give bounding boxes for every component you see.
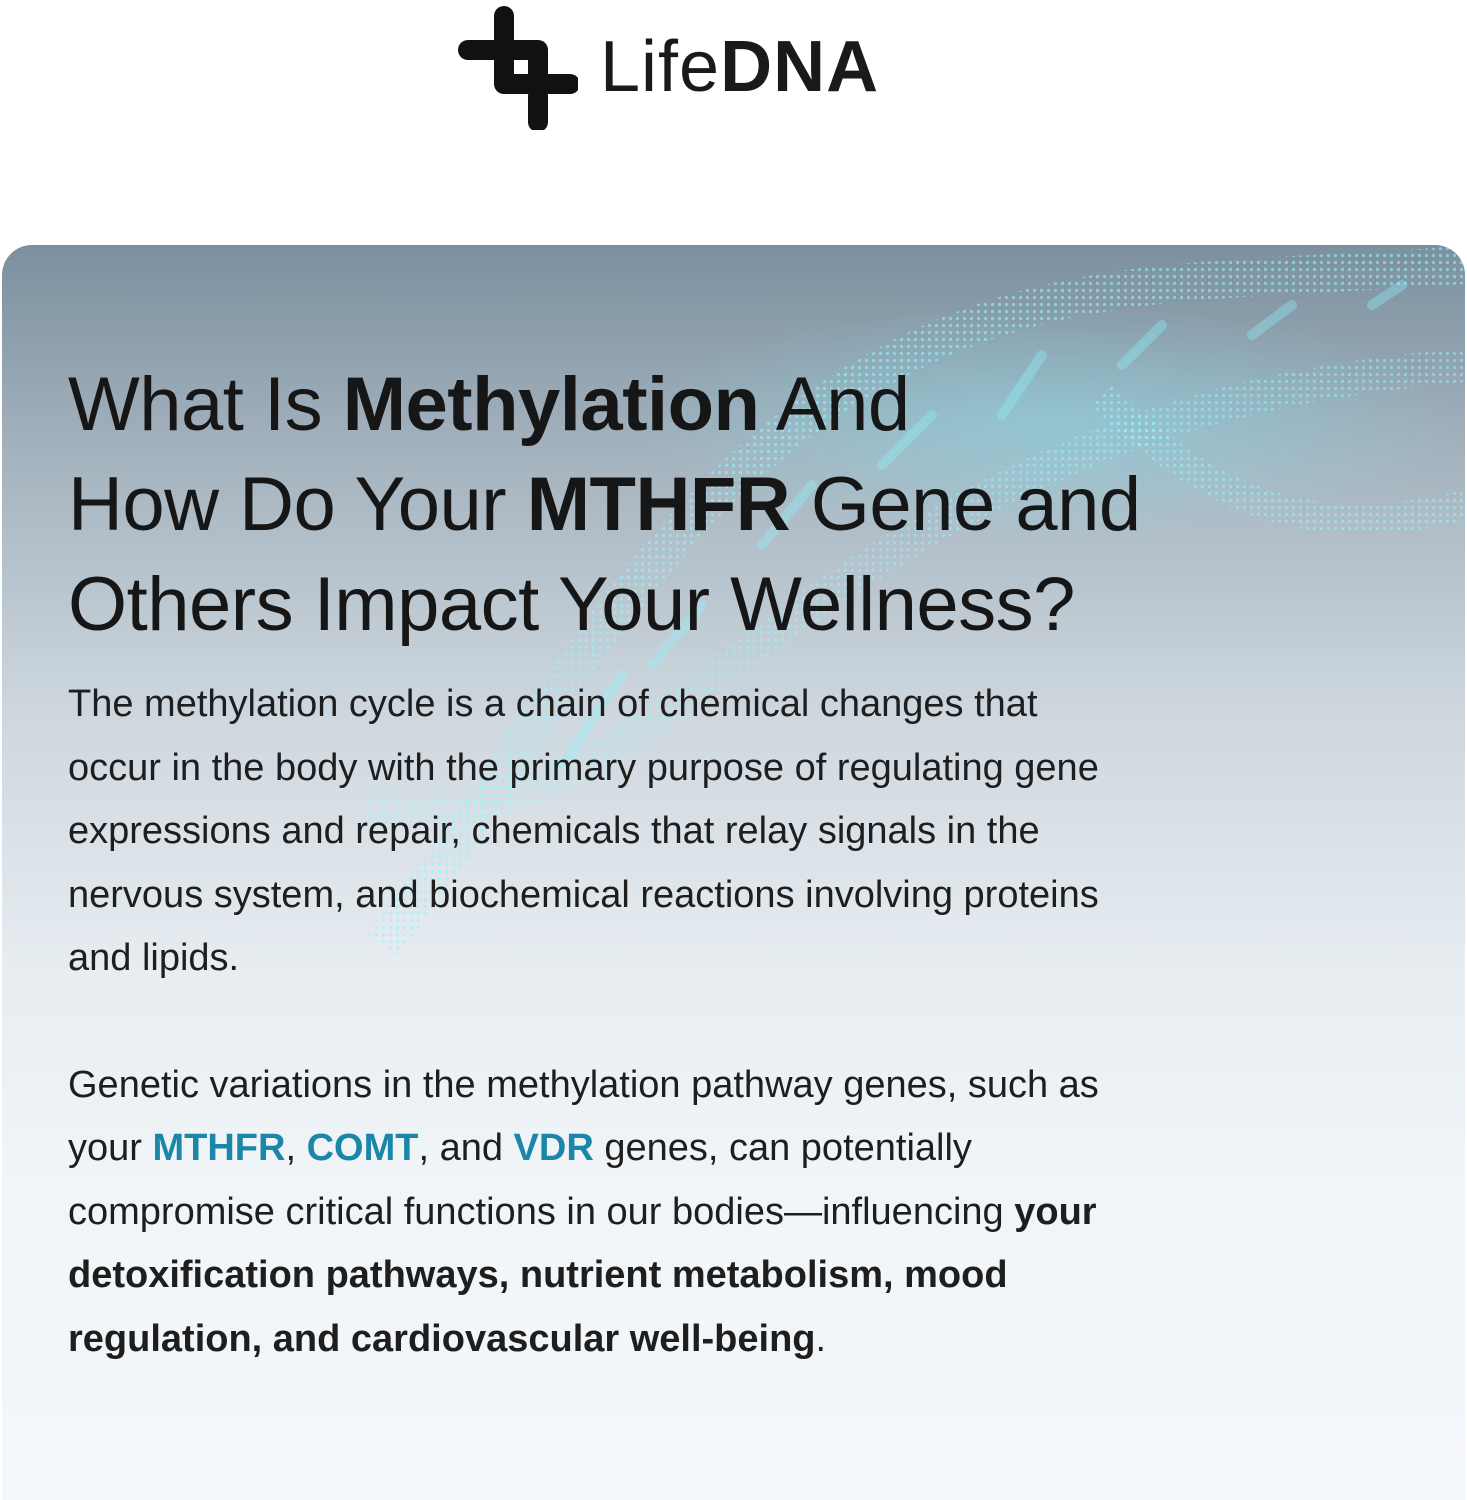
page-title: What Is Methylation And How Do Your MTHFR Gene and Others Impact Your Wellness? <box>68 362 1141 647</box>
info-card <box>2 245 1465 1500</box>
gene-mthfr: MTHFR <box>152 1127 286 1169</box>
intro-paragraph: The methylation cycle is a chain of chemical changes that occur in the body with the primary purpose of regulating gene expressions and repair, chemicals that relay signals in the nervous system, and biochemical reactions involving proteins and lipids. <box>68 683 1099 979</box>
logo-mark-icon <box>452 4 578 130</box>
genetics-paragraph: Genetic variations in the methylation pathway genes, such as your MTHFR, COMT, and VDR genes, can potentially compromise critical functions in our bodies—influencing your detoxification pathways, nutrient metabolism, mood regulation, and cardiovascular well-being. <box>68 1063 1099 1360</box>
logo-wordmark: LifeDNA <box>600 27 880 107</box>
gene-comt: COMT <box>306 1127 419 1169</box>
gene-vdr: VDR <box>513 1127 594 1169</box>
lifedna-logo <box>452 4 879 130</box>
